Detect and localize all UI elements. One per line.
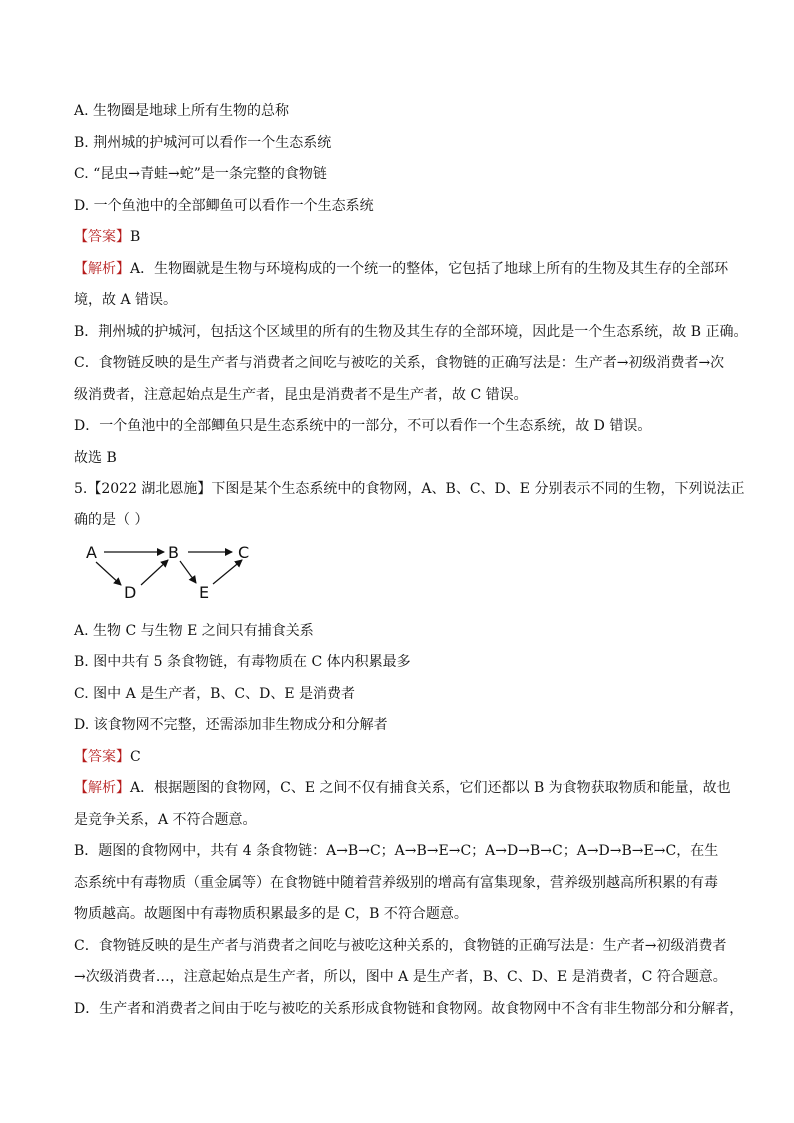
q5-analysis-line: 物质越高。故题图中有毒物质积累最多的是 C，B 不符合题意。 <box>74 906 468 922</box>
analysis-text: A．根据题图的食物网，C、E 之间不仅有捕食关系，它们还都以 B 为食物获取物质和能量，故也 <box>130 780 731 796</box>
q5-answer <box>74 748 141 766</box>
q4-analysis-line: B．荆州城的护城河，包括这个区域里的所有的生物及其生存的全部环境，因此是一个生态系统，故 B 正确。 <box>74 324 748 340</box>
q5-option-b: B. 图中共有 5 条食物链，有毒物质在 C 体内积累最多 <box>74 654 411 670</box>
answer-label: 【答案】 <box>74 229 130 245</box>
q4-analysis-line <box>74 260 728 278</box>
edge-a-d <box>96 562 121 585</box>
edge-d-b <box>141 560 168 585</box>
q5-option-c: C. 图中 A 是生产者，B、C、D、E 是消费者 <box>74 686 356 702</box>
q5-analysis-line: 态系统中有毒物质（重金属等）在食物链中随着营养级别的增高有富集现象，营养级别越高所积累的有毒 <box>74 875 718 891</box>
node-b: B <box>168 543 179 562</box>
q5-analysis-line: B．题图的食物网中，共有 4 条食物链：A→B→C；A→B→E→C；A→D→B→C；A→D→B→E→C，在生 <box>74 843 719 859</box>
q5-analysis-line <box>74 779 731 797</box>
q5-analysis-line: C．食物链反映的是生产者与消费者之间吃与被吃这种关系的，食物链的正确写法是：生产者→初级消费者 <box>74 938 727 954</box>
q5-analysis-line: 是竞争关系，A 不符合题意。 <box>74 812 257 828</box>
q5-analysis-line: →次级消费者…，注意起始点是生产者，所以，图中 A 是生产者，B、C、D、E 是消费者，C 符合题意。 <box>74 969 727 985</box>
answer-value: C <box>130 749 141 765</box>
q5-option-d: D. 该食物网不完整，还需添加非生物成分和分解者 <box>74 717 388 733</box>
q4-analysis-line: D．一个鱼池中的全部鲫鱼只是生态系统中的一部分，不可以看作一个生态系统，故 D 错误。 <box>74 418 652 434</box>
food-web-diagram <box>82 538 272 604</box>
q4-final-answer: 故选 B <box>74 450 117 466</box>
q5-stem-line: 确的是（ ） <box>74 512 149 528</box>
analysis-label: 【解析】 <box>74 780 130 796</box>
q4-option-c: C. “昆虫→青蛙→蛇”是一条完整的食物链 <box>74 166 327 182</box>
node-d: D <box>124 583 137 602</box>
q5-stem-line: 5.【2022 湖北恩施】下图是某个生态系统中的食物网，A、B、C、D、E 分别表示不同的生物，下列说法正 <box>74 481 745 497</box>
analysis-text: A．生物圈就是生物与环境构成的一个统一的整体，它包括了地球上所有的生物及其生存的全部环 <box>130 261 729 277</box>
q4-analysis-line: 级消费者，注意起始点是生产者，昆虫是消费者不是生产者，故 C 错误。 <box>74 387 528 403</box>
node-c: C <box>238 543 250 562</box>
edge-e-c <box>213 560 242 584</box>
edge-b-e <box>180 561 196 583</box>
analysis-label: 【解析】 <box>74 261 130 277</box>
node-e: E <box>199 583 210 602</box>
q4-analysis-line: C．食物链反映的是生产者与消费者之间吃与被吃的关系，食物链的正确写法是：生产者→初级消费者→次 <box>74 355 725 371</box>
answer-label: 【答案】 <box>74 749 130 765</box>
q4-option-d: D. 一个鱼池中的全部鲫鱼可以看作一个生态系统 <box>74 198 374 214</box>
q4-option-a: A. 生物圈是地球上所有生物的总称 <box>74 103 290 119</box>
q4-option-b: B. 荆州城的护城河可以看作一个生态系统 <box>74 135 332 151</box>
q4-answer <box>74 228 140 246</box>
q5-option-a: A. 生物 C 与生物 E 之间只有捕食关系 <box>74 623 314 639</box>
q4-analysis-line: 境，故 A 错误。 <box>74 292 178 308</box>
q5-analysis-line: D．生产者和消费者之间由于吃与被吃的关系形成食物链和食物网。故食物网中不含有非生物部分和分解者， <box>74 1001 744 1017</box>
answer-value: B <box>130 229 141 245</box>
node-a: A <box>86 543 97 562</box>
